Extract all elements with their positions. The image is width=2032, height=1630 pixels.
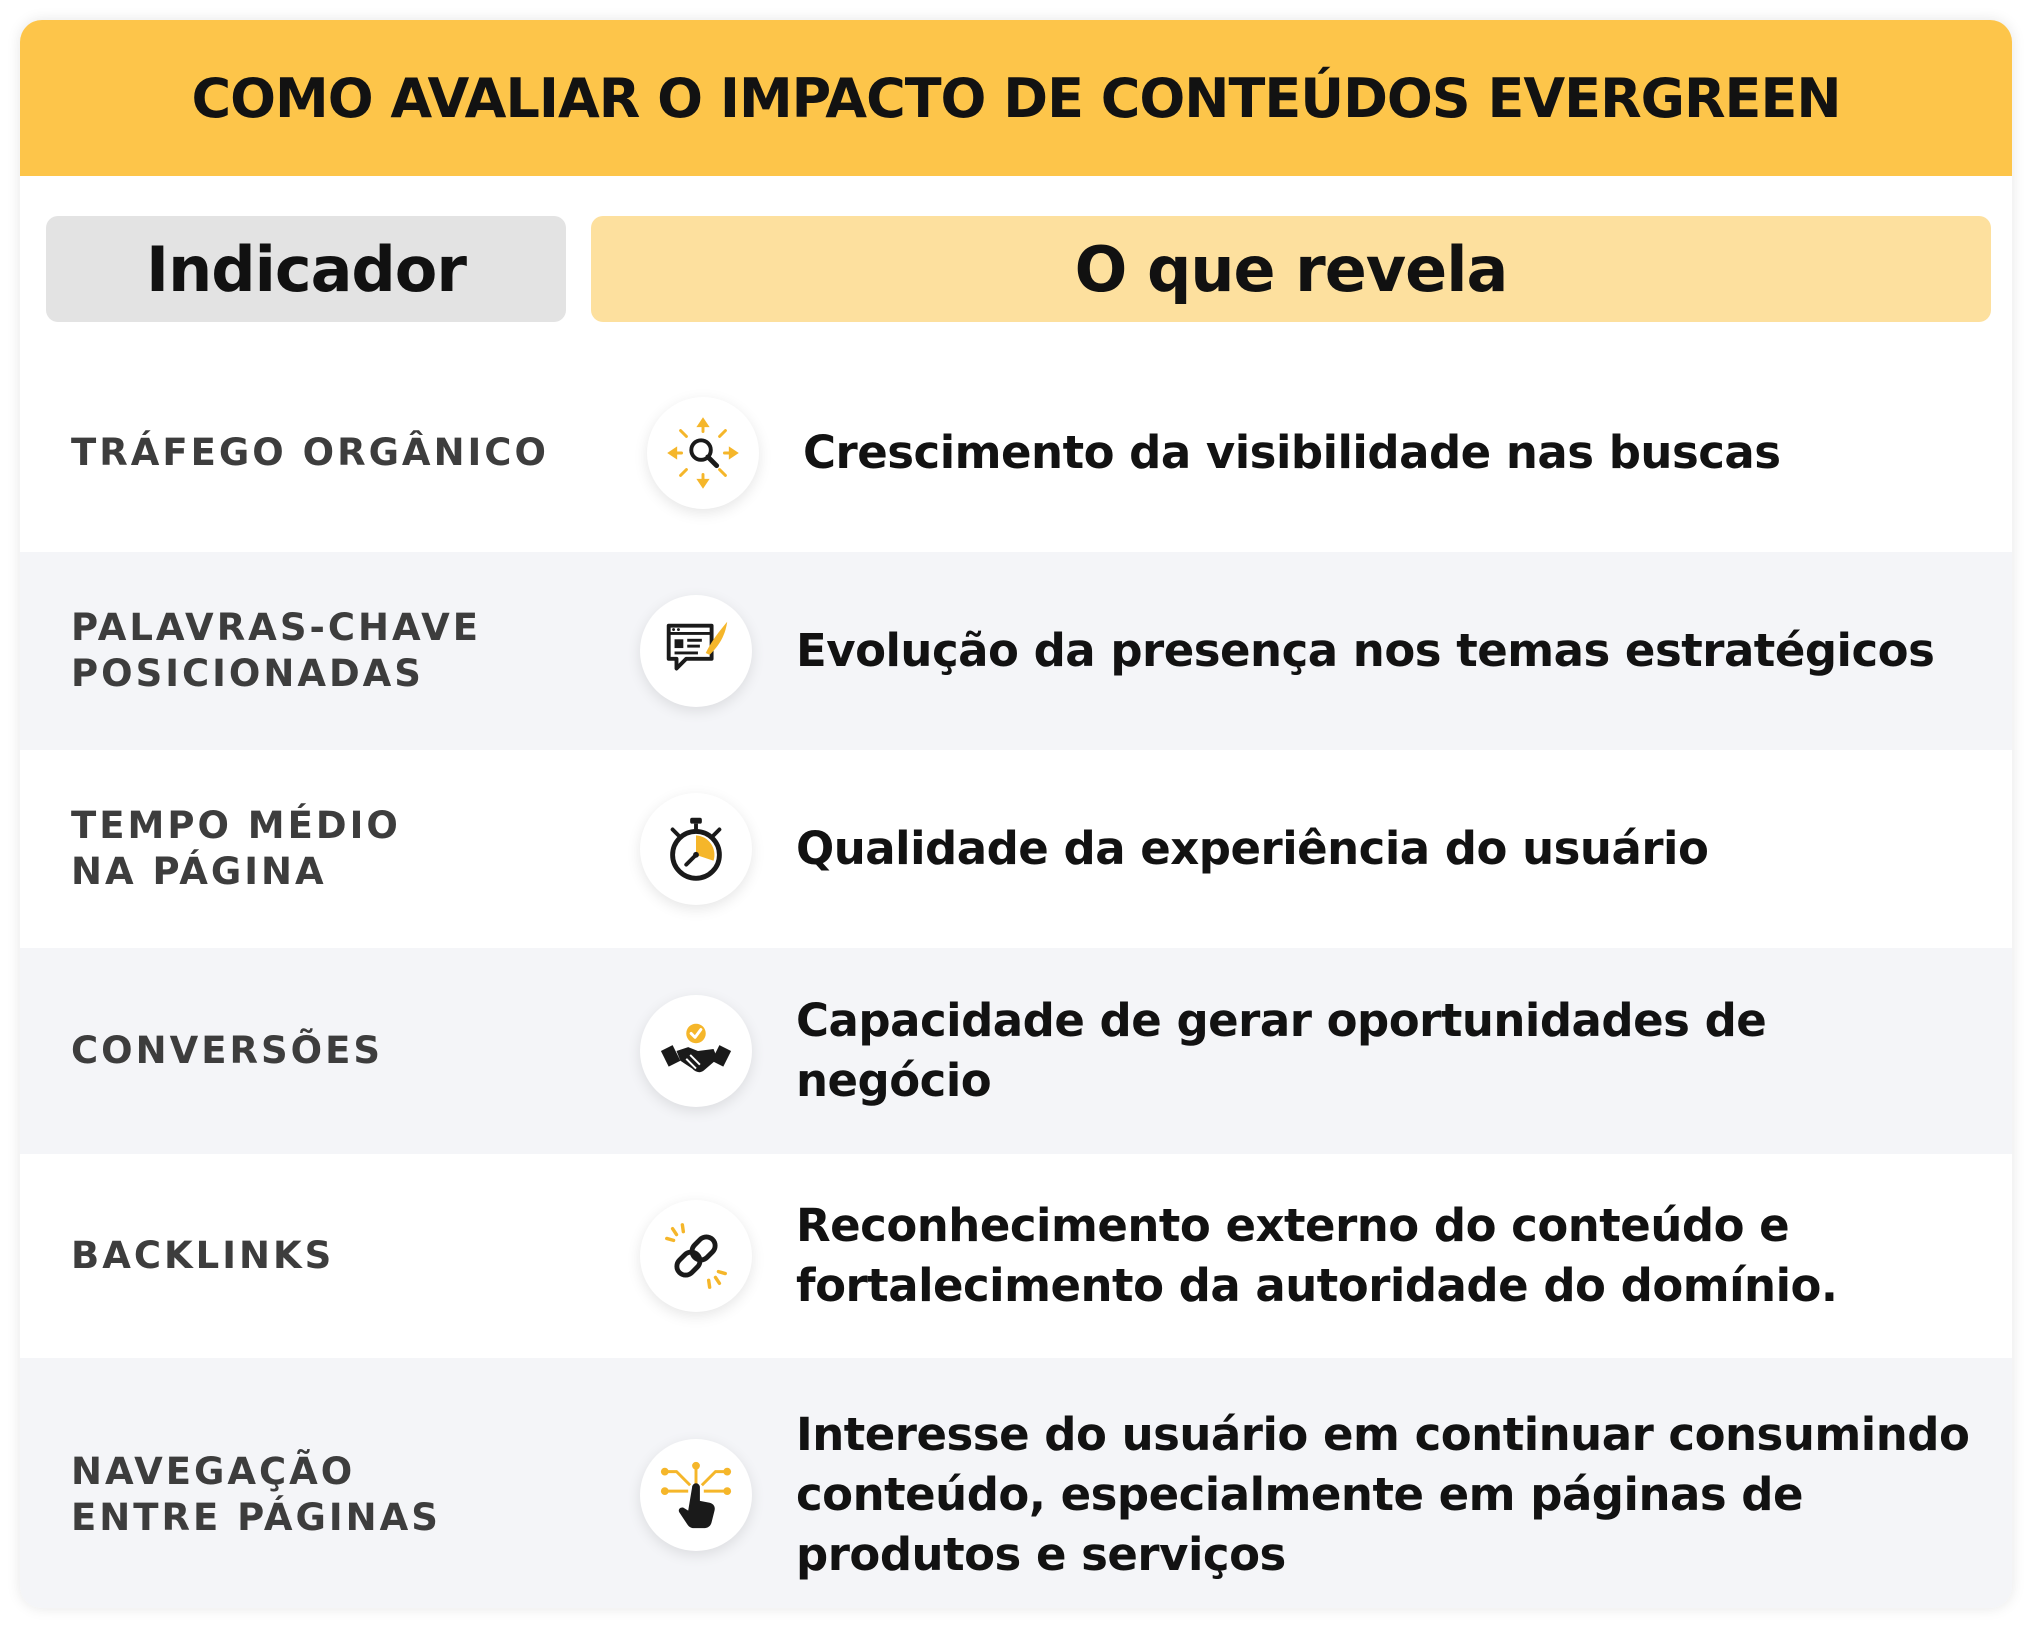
- metrics-table: [20, 354, 2012, 1608]
- indicator-column-header: Indicador: [46, 216, 566, 322]
- link-icon: [640, 1200, 752, 1312]
- reveal-text: Evolução da presença nos temas estratégicos: [796, 624, 1935, 677]
- column-headers: [20, 176, 2012, 354]
- table-row: [20, 750, 2012, 948]
- reveal-text: Qualidade da experiência do usuário: [796, 822, 1709, 875]
- title-banner: [20, 20, 2012, 176]
- indicator-label: NAVEGAÇÃO ENTRE PÁGINAS: [71, 1450, 441, 1539]
- reveals-column-header: O que revela: [591, 216, 1991, 322]
- click-navigation-icon: [640, 1439, 752, 1551]
- table-row: [20, 948, 2012, 1154]
- web-content-icon: [640, 595, 752, 707]
- search-insight-icon: [647, 397, 759, 509]
- indicator-label: PALAVRAS-CHAVE POSICIONADAS: [71, 606, 481, 695]
- table-row: [20, 552, 2012, 750]
- indicator-label: BACKLINKS: [71, 1234, 335, 1277]
- reveal-text: Interesse do usuário em continuar consumindo conteúdo, especialmente em páginas de produtos e serviços: [796, 1408, 1970, 1581]
- table-row: [20, 1358, 2012, 1608]
- table-row: [20, 354, 2012, 552]
- stopwatch-icon: [640, 793, 752, 905]
- indicator-label: CONVERSÕES: [71, 1029, 383, 1072]
- table-row: [20, 1154, 2012, 1358]
- handshake-icon: [640, 995, 752, 1107]
- reveal-text: Crescimento da visibilidade nas buscas: [803, 426, 1781, 479]
- indicator-label: TRÁFEGO ORGÂNICO: [71, 431, 549, 474]
- page-title: COMO AVALIAR O IMPACTO DE CONTEÚDOS EVERGREEN: [191, 66, 1841, 130]
- reveal-text: Capacidade de gerar oportunidades de negócio: [796, 994, 1767, 1107]
- infographic-card: [20, 20, 2012, 1608]
- indicator-label: TEMPO MÉDIO NA PÁGINA: [71, 804, 401, 893]
- reveal-text: Reconhecimento externo do conteúdo e fortalecimento da autoridade do domínio.: [796, 1199, 1838, 1312]
